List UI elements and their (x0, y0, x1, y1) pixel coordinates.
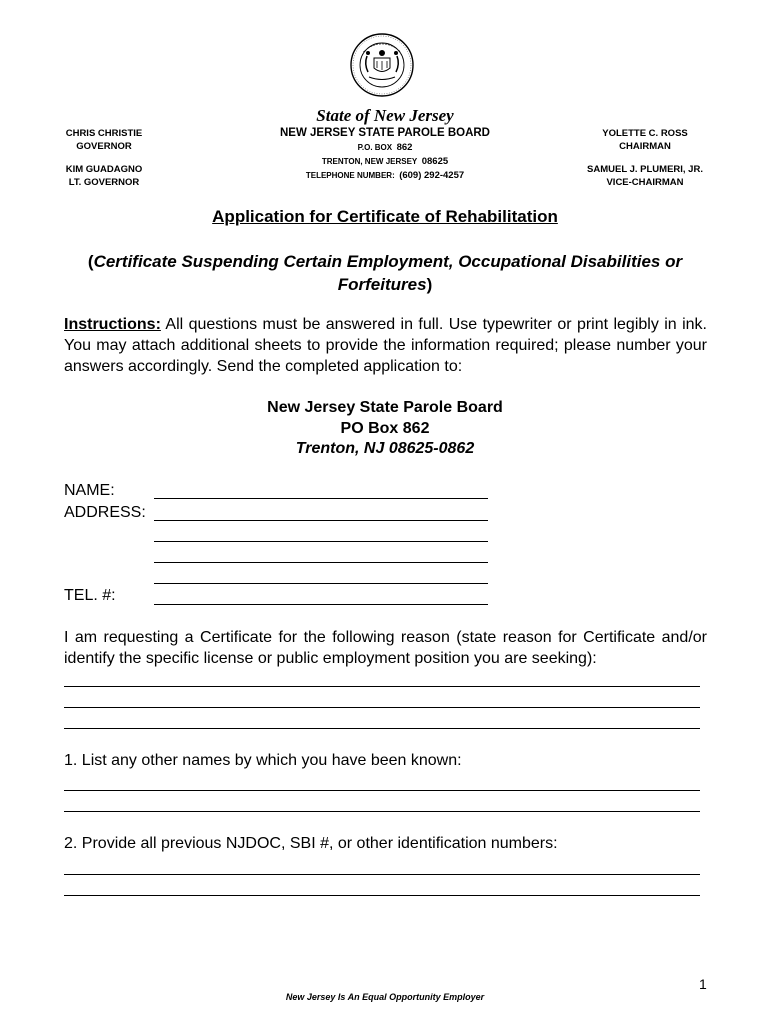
lt-governor-title: LT. GOVERNOR (68, 177, 140, 188)
mailing-address (0, 398, 770, 460)
lt-governor-name: KIM GUADAGNO (65, 164, 143, 175)
question-1: 1. List any other names by which you have been known: (64, 752, 462, 769)
address-field-line-4[interactable] (154, 583, 488, 584)
address-field-line-2[interactable] (154, 541, 488, 542)
state-seal (349, 32, 415, 98)
tel-label: TEL. #: (64, 587, 116, 604)
instructions-text: All questions must be answered in full. Use typewriter or print legibly in ink. You may attach additional sheets to provide the information required; please number your answers accordingly. Send the completed application to: (64, 316, 707, 375)
question-1-answer-line-1[interactable] (64, 790, 700, 791)
mailing-line-2: PO Box 862 (340, 419, 430, 437)
question-2: 2. Provide all previous NJDOC, SBI #, or other identification numbers: (64, 835, 558, 852)
name-field[interactable] (154, 498, 488, 499)
governor-name: CHRIS CHRISTIE (65, 128, 143, 139)
vice-chairman-title: VICE-CHAIRMAN (606, 177, 684, 188)
question-2-answer-line-2[interactable] (64, 895, 700, 896)
address-label: ADDRESS: (64, 504, 146, 521)
question-1-answer-line-2[interactable] (64, 811, 700, 812)
document-subtitle: (Certificate Suspending Certain Employment, Occupational Disabilities or Forfeitures) (87, 252, 683, 294)
address-field-line-3[interactable] (154, 562, 488, 563)
mailing-line-3: Trenton, NJ 08625-0862 (295, 440, 475, 457)
instructions (64, 314, 707, 377)
instructions-label: Instructions: (64, 316, 161, 333)
state-seal-graphic (349, 32, 415, 98)
tel-field[interactable] (154, 604, 488, 605)
agency-name: NEW JERSEY STATE PAROLE BOARD (279, 127, 490, 139)
question-2-answer-line-1[interactable] (64, 874, 700, 875)
mailing-line-1: New Jersey State Parole Board (267, 399, 503, 416)
agency-city: TRENTON, NEW JERSEY 08625 (321, 156, 449, 167)
agency-phone: TELEPHONE NUMBER: (609) 292-4257 (305, 170, 465, 181)
chairman-block (575, 127, 715, 153)
lt-governor-block (40, 163, 168, 189)
governor-block (40, 127, 168, 153)
page-number: 1 (699, 976, 707, 992)
reason-field-line-3[interactable] (64, 728, 700, 729)
subtitle-text: Certificate Suspending Certain Employment, Occupational Disabilities or Forfeitures (93, 252, 683, 294)
reason-field-line-1[interactable] (64, 686, 700, 687)
state-title: State of New Jersey (316, 106, 454, 125)
governor-title: GOVERNOR (76, 141, 132, 152)
vice-chairman-name: SAMUEL J. PLUMERI, JR. (587, 164, 703, 175)
chairman-name: YOLETTE C. ROSS (602, 128, 688, 139)
chairman-title: CHAIRMAN (619, 141, 671, 152)
reason-prompt: I am requesting a Certificate for the following reason (state reason for Certificate and/or identify the specific license or public employment position you are seeking): (64, 629, 707, 667)
agency-header (230, 126, 540, 182)
vice-chairman-block (575, 163, 715, 189)
address-field-line-1[interactable] (154, 520, 488, 521)
name-label: NAME: (64, 482, 115, 499)
footer-text: New Jersey Is An Equal Opportunity Employer (285, 992, 485, 1002)
reason-field-line-2[interactable] (64, 707, 700, 708)
agency-po-box: P.O. BOX 862 (357, 142, 413, 153)
document-title: Application for Certificate of Rehabilitation (212, 207, 558, 226)
